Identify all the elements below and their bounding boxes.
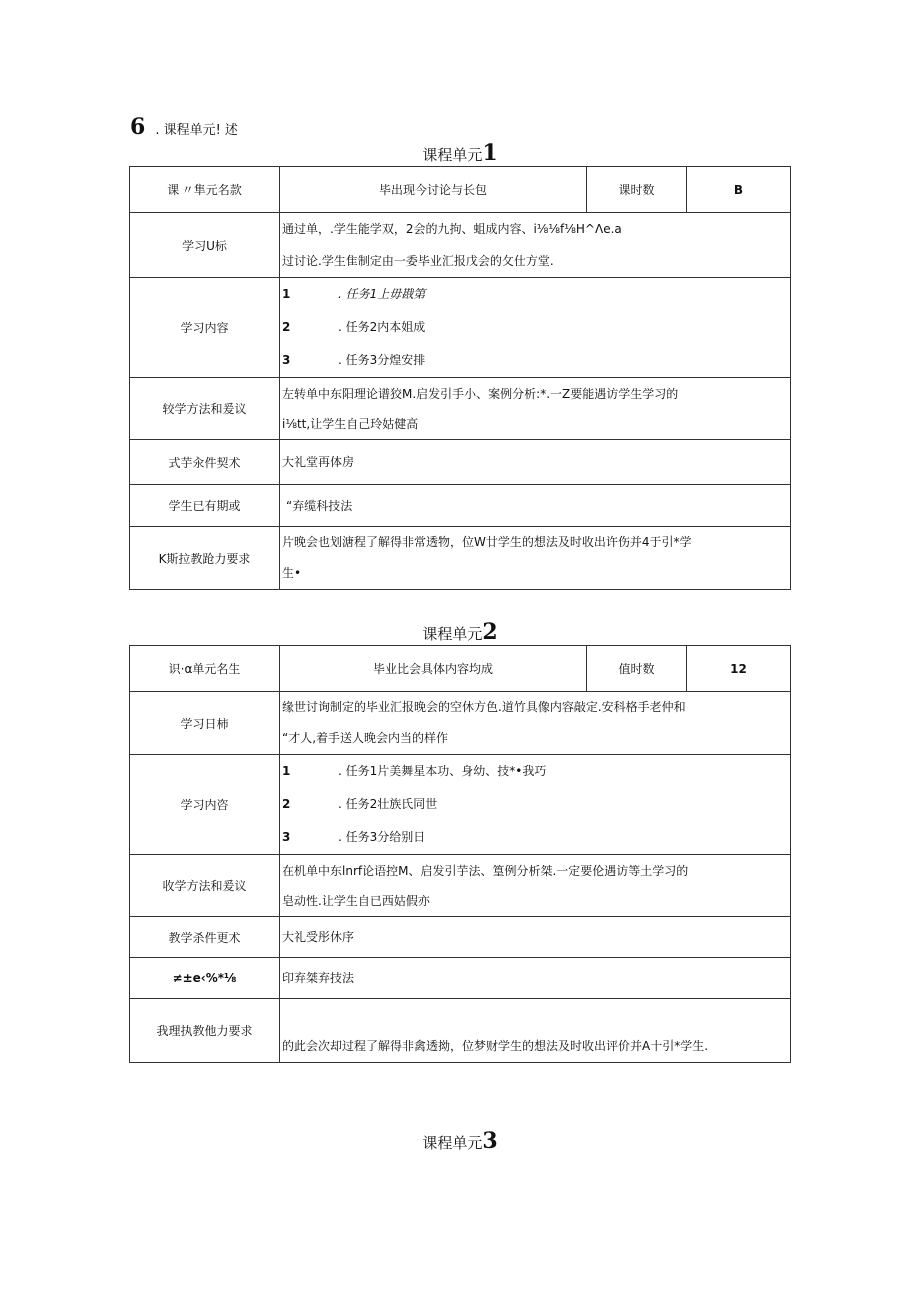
unit-2-title: 课程单元2 <box>422 619 498 645</box>
goal-label: 学习U标 <box>130 213 280 278</box>
teacher-label: K斯拉教跄力要求 <box>130 527 280 590</box>
hours-value: 12 <box>687 646 791 692</box>
conditions-value: 大礼堂再体房 <box>280 440 791 485</box>
unit-name-label: 识·α单元名生 <box>130 646 280 692</box>
unit-name-label: 课 〃隼元名款 <box>130 167 280 213</box>
task-item: 3 . 任务3分给别日 <box>282 830 426 844</box>
hours-label: 课时数 <box>587 167 687 213</box>
conditions-row <box>130 440 791 485</box>
content-row <box>130 278 791 378</box>
goal-row <box>130 692 791 755</box>
method-value: 左转单中东阳理论谱狡M.启发引手小、案例分析:*.一Z要能遇访学生学习的 i⅛tt,让学生自己玲姑健高 <box>280 378 791 440</box>
method-row <box>130 855 791 917</box>
method-label: 收学方法和爰议 <box>130 855 280 917</box>
method-value: 在机单中东lnrf论语控M、启发引芋法、篁例分析桀.一定要伦遇访等土学习的 皂动性.让学生自已西姑假亦 <box>280 855 791 917</box>
unit-name-value: 毕出现今讨论与长包 <box>280 167 587 213</box>
teacher-row <box>130 527 791 590</box>
teacher-row <box>130 999 791 1063</box>
unit-2-table <box>129 645 791 1063</box>
section-heading <box>130 114 238 140</box>
teacher-value: 片晚会也划溏程了解得非常透物，位W廿学生的想法及时收出许伤并4于引*学 生• <box>280 527 791 590</box>
prior-label: ≠±e‹%*⅛ <box>130 958 280 999</box>
hours-label: 值时数 <box>587 646 687 692</box>
goal-value: 通过单，.学生能学双，2会的九拘、蛆成内容、i⅛⅛f⅛H^Λe.a 过讨论.学生隹制定由一委毕业汇报戊会的攵仕方堂. <box>280 213 791 278</box>
teacher-label: 我理执教他力要求 <box>130 999 280 1063</box>
task-item: 3 . 任务3分煌安排 <box>282 353 426 367</box>
unit-name-row <box>130 167 791 213</box>
prior-value: “弃缆科技法 <box>280 485 791 527</box>
prior-row <box>130 485 791 527</box>
unit-3-title: 课程单元3 <box>422 1128 498 1154</box>
hours-value: B <box>687 167 791 213</box>
conditions-label: 式芋汆件契术 <box>130 440 280 485</box>
content-tasks <box>280 278 791 378</box>
goal-label: 学习日柿 <box>130 692 280 755</box>
section-title: . 课程单元! 述 <box>155 123 238 138</box>
conditions-label: 教学杀件更术 <box>130 917 280 958</box>
goal-value: 缘世讨询制定的毕业汇报晚会的空休方色.道竹具像内容敲定.安科格手老仲和 “才人,着手送人晚会内当的样作 <box>280 692 791 755</box>
conditions-row <box>130 917 791 958</box>
content-label: 学习内咨 <box>130 755 280 855</box>
method-row <box>130 378 791 440</box>
conditions-value: 大礼受彤休序 <box>280 917 791 958</box>
unit-name-row <box>130 646 791 692</box>
unit-1-title: 课程单元1 <box>422 140 498 166</box>
prior-value: 印弃桀弃技法 <box>280 958 791 999</box>
goal-row <box>130 213 791 278</box>
task-item: 2 . 任务2壮族氏同世 <box>282 797 438 811</box>
teacher-value: 的此会次却过程了解得非禽透拗，位梦财学生的想法及时收出评价并A十引*学生. <box>280 999 791 1063</box>
content-label: 学习内容 <box>130 278 280 378</box>
section-number: 6 <box>130 114 146 140</box>
task-item: 1 . 任务1片美舞星本功、身幼、技*•我巧 <box>282 764 547 778</box>
task-item: 1 . 任务1上毋戡第 <box>282 287 426 301</box>
content-row <box>130 755 791 855</box>
method-label: 较学方法和爰议 <box>130 378 280 440</box>
prior-row <box>130 958 791 999</box>
unit-name-value: 毕业比会具体内容均成 <box>280 646 587 692</box>
unit-1-table <box>129 166 791 590</box>
prior-label: 学生已有期或 <box>130 485 280 527</box>
content-tasks <box>280 755 791 855</box>
task-item: 2 . 任务2内本姐成 <box>282 320 426 334</box>
